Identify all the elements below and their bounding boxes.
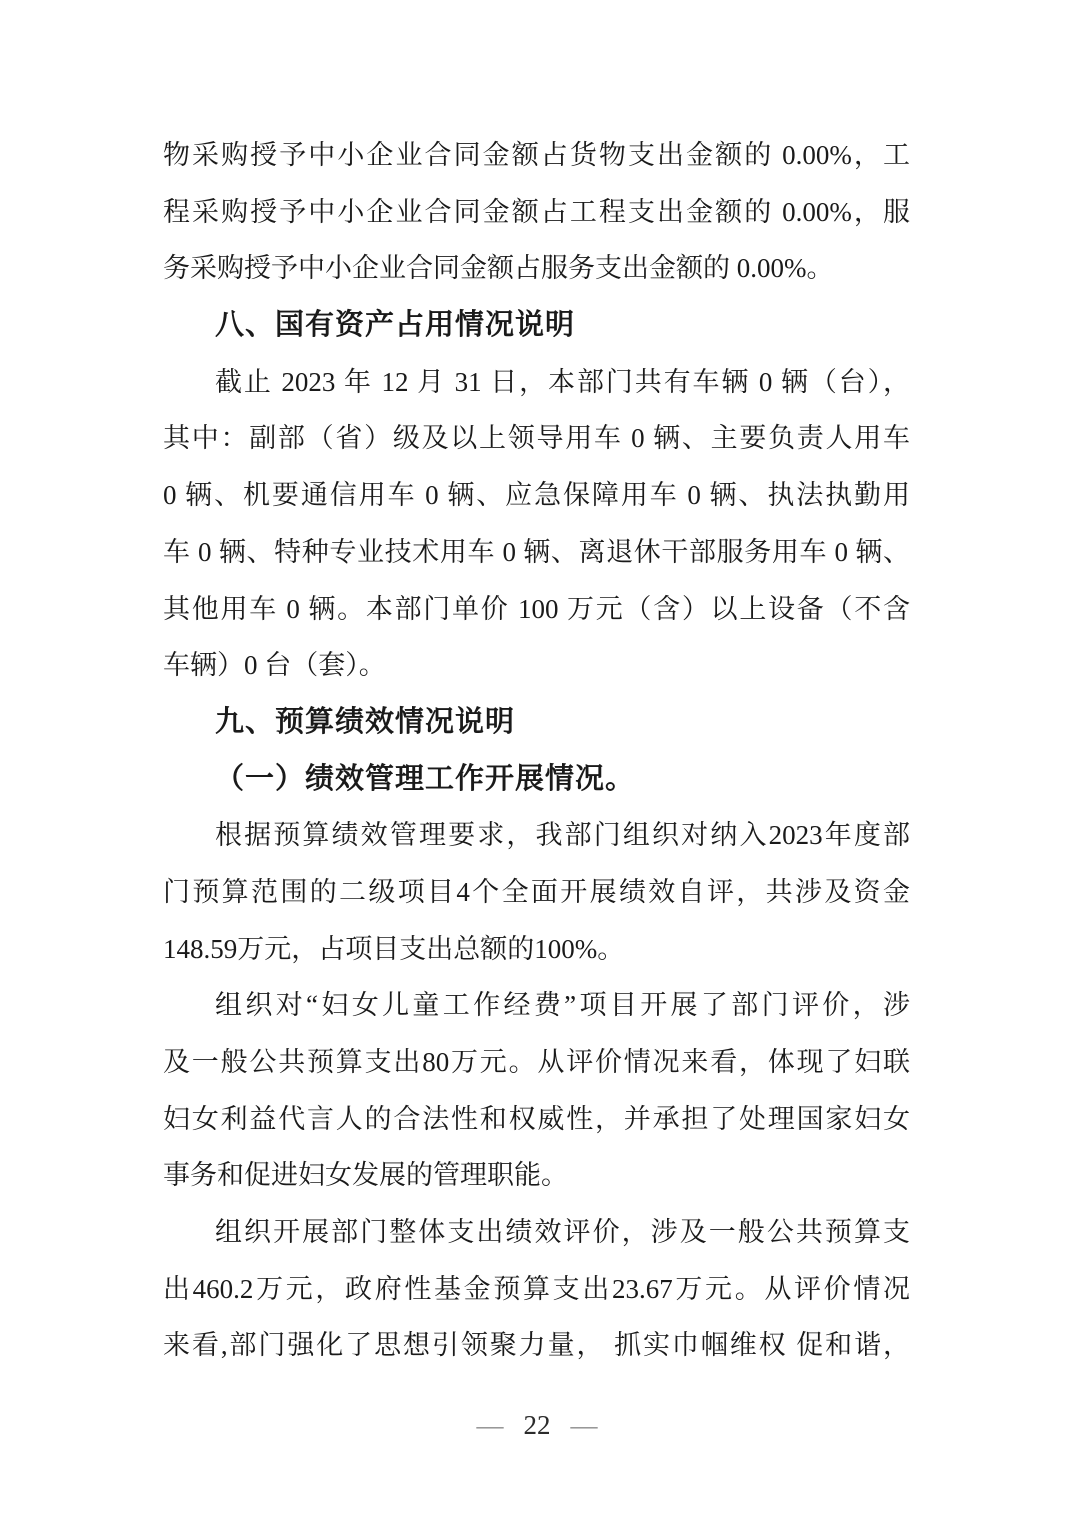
section-heading-eight: 八、国有资产占用情况说明 (215, 309, 576, 342)
paragraph-line: 事务和促进妇女发展的管理职能。 (163, 1160, 568, 1191)
paragraph-line: 其中：副部（省）级及以上领导用车 0 辆、主要负责人用车 (163, 423, 910, 454)
paragraph-line: 组织开展部门整体支出绩效评价，涉及一般公共预算支 (215, 1217, 910, 1248)
paragraph-line: 其他用车 0 辆。本部门单价 100 万元（含）以上设备（不含 (163, 593, 910, 624)
section-heading-nine: 九、预算绩效情况说明 (215, 705, 516, 738)
paragraph-line: 务采购授予中小企业合同金额占服务支出金额的 0.00%。 (163, 253, 834, 284)
paragraph-line: 0 辆、机要通信用车 0 辆、应急保障用车 0 辆、执法执勤用 (163, 480, 910, 511)
paragraph-line: 妇女利益代言人的合法性和权威性，并承担了处理国家妇女 (163, 1103, 910, 1134)
paragraph-line: 物采购授予中小企业合同金额占货物支出金额的 0.00%，工 (163, 140, 910, 170)
paragraph-line: 根据预算绩效管理要求，我部门组织对纳入2023年度部 (215, 820, 910, 851)
paragraph-line: 148.59万元，占项目支出总额的100%。 (163, 933, 625, 964)
paragraph-line: 组织对“妇女儿童工作经费”项目开展了部门评价，涉 (215, 990, 910, 1021)
paragraph-line: 车 0 辆、特种专业技术用车 0 辆、离退休干部服务用车 0 辆、 (163, 536, 910, 567)
footer-dash-left: — (476, 1409, 504, 1440)
page-footer (0, 1400, 1074, 1450)
page-number: 22 (523, 1409, 551, 1440)
subsection-heading-one: （一）绩效管理工作开展情况。 (215, 762, 636, 795)
paragraph-line: 程采购授予中小企业合同金额占工程支出金额的 0.00%，服 (163, 196, 910, 227)
paragraph-line: 截止 2023 年 12 月 31 日，本部门共有车辆 0 辆（台）， (215, 366, 910, 397)
paragraph-line: 来看,部门强化了思想引领聚力量， 抓实巾帼维权 促和谐， (163, 1330, 910, 1361)
paragraph-line: 门预算范围的二级项目4个全面开展绩效自评，共涉及资金 (163, 876, 910, 907)
footer-dash-right: — (570, 1409, 598, 1440)
paragraph-line: 出460.2万元，政府性基金预算支出23.67万元。从评价情况 (163, 1273, 910, 1304)
document-text-block (163, 127, 910, 1374)
paragraph-line: 及一般公共预算支出80万元。从评价情况来看，体现了妇联 (163, 1047, 910, 1077)
paragraph-line: 车辆）0 台（套）。 (163, 650, 386, 681)
